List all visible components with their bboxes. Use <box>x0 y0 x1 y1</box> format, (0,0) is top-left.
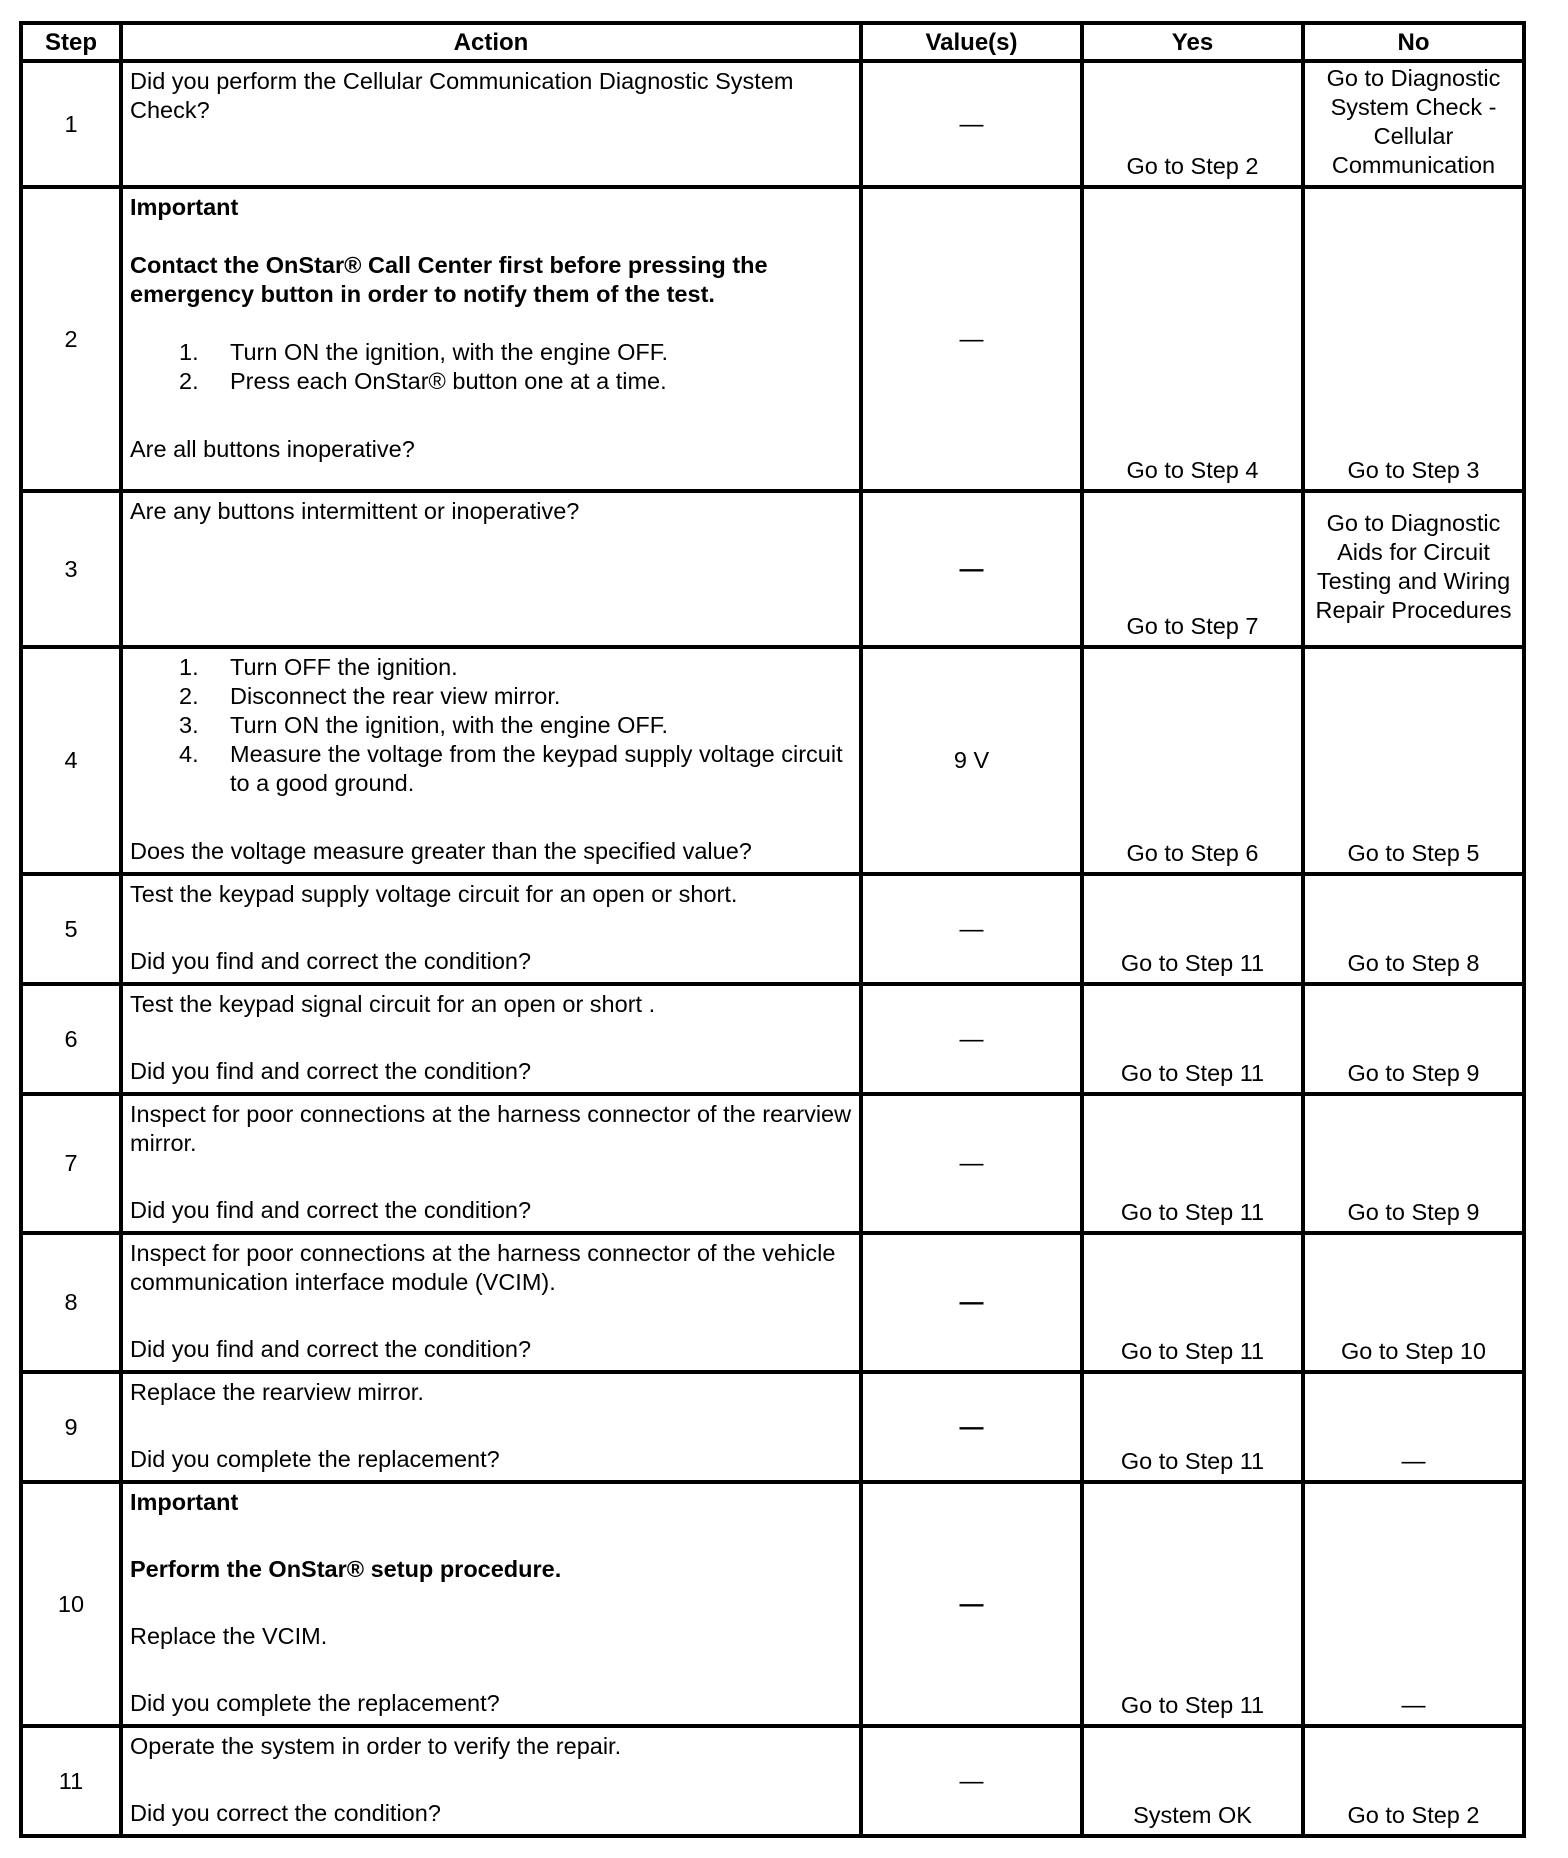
no-cell: Go to Step 5 <box>1303 647 1524 874</box>
action-cell <box>121 1094 861 1233</box>
value-cell <box>861 1094 1082 1233</box>
question-text: Are all buttons inoperative? <box>130 436 415 462</box>
header-step: Step <box>21 23 121 61</box>
yes-cell: Go to Step 11 <box>1082 1233 1303 1372</box>
header-action: Action <box>121 23 861 61</box>
value-text: — <box>959 1025 984 1053</box>
value-text: — <box>959 1590 984 1618</box>
value-cell <box>861 984 1082 1094</box>
important-label: Important <box>130 1489 239 1515</box>
action-text: Are any buttons intermittent or inoperative? <box>130 498 580 524</box>
no-cell: Go to Step 2 <box>1303 1726 1524 1836</box>
action-text: Inspect for poor connections at the harness connector of the vehicle communication interface module (VCIM). <box>130 1240 836 1295</box>
table-header-row <box>21 23 1524 61</box>
action-text: Replace the rearview mirror. <box>130 1379 424 1405</box>
value-cell <box>861 491 1082 647</box>
action-text: Test the keypad signal circuit for an open or short . <box>130 991 656 1017</box>
step-number: 2 <box>21 187 121 491</box>
no-cell <box>1303 1372 1524 1482</box>
table-row <box>21 647 1524 874</box>
yes-cell: System OK <box>1082 1726 1303 1836</box>
no-cell: Go to Step 9 <box>1303 984 1524 1094</box>
table-row <box>21 61 1524 187</box>
yes-cell: Go to Step 11 <box>1082 1482 1303 1726</box>
value-text: — <box>959 110 984 138</box>
no-cell: Go to Diagnostic System Check - Cellular Communication <box>1303 61 1524 187</box>
table-row <box>21 984 1524 1094</box>
no-cell: Go to Step 9 <box>1303 1094 1524 1233</box>
list-item: 4. Measure the voltage from the keypad supply voltage circuit to a good ground. <box>179 741 843 796</box>
yes-cell: Go to Step 11 <box>1082 1372 1303 1482</box>
table-row <box>21 874 1524 984</box>
yes-cell: Go to Step 11 <box>1082 1094 1303 1233</box>
value-cell <box>861 1233 1082 1372</box>
value-cell <box>861 1726 1082 1836</box>
value-cell <box>861 61 1082 187</box>
question-text: Did you complete the replacement? <box>130 1690 500 1716</box>
yes-cell: Go to Step 11 <box>1082 874 1303 984</box>
step-number: 3 <box>21 491 121 647</box>
yes-cell: Go to Step 6 <box>1082 647 1303 874</box>
question-text: Did you find and correct the condition? <box>130 948 532 974</box>
action-cell <box>121 984 861 1094</box>
question-text: Did you correct the condition? <box>130 1800 441 1826</box>
action-cell <box>121 491 861 647</box>
value-cell: 9 V <box>861 647 1082 874</box>
step-number: 10 <box>21 1482 121 1726</box>
yes-cell: Go to Step 4 <box>1082 187 1303 491</box>
no-cell <box>1303 1482 1524 1726</box>
question-text: Did you find and correct the condition? <box>130 1058 532 1084</box>
value-text: — <box>959 1413 984 1441</box>
step-number: 5 <box>21 874 121 984</box>
important-text: Contact the OnStar® Call Center first before pressing the emergency button in order to notify them of the test. <box>130 252 768 307</box>
table-row <box>21 1094 1524 1233</box>
header-values: Value(s) <box>861 23 1082 61</box>
action-cell <box>121 61 861 187</box>
value-text: — <box>959 915 984 943</box>
diagnostic-table <box>19 21 1526 1838</box>
value-text: — <box>959 555 984 583</box>
yes-cell: Go to Step 11 <box>1082 984 1303 1094</box>
value-cell <box>861 1482 1082 1726</box>
value-text: — <box>959 1289 984 1316</box>
action-text: Did you perform the Cellular Communication Diagnostic System Check? <box>130 68 794 123</box>
value-text: — <box>959 325 984 353</box>
value-cell <box>861 874 1082 984</box>
value-cell <box>861 1372 1082 1482</box>
list-item: 1. Turn ON the ignition, with the engine OFF. <box>179 339 669 365</box>
list-item: 2. Disconnect the rear view mirror. <box>179 683 561 709</box>
table-row <box>21 491 1524 647</box>
action-text: Replace the VCIM. <box>130 1623 328 1649</box>
action-cell <box>121 1726 861 1836</box>
step-number: 7 <box>21 1094 121 1233</box>
step-number: 4 <box>21 647 121 874</box>
no-cell: Go to Step 8 <box>1303 874 1524 984</box>
action-cell <box>121 874 861 984</box>
yes-cell: Go to Step 7 <box>1082 491 1303 647</box>
step-number: 11 <box>21 1726 121 1836</box>
no-cell: Go to Diagnostic Aids for Circuit Testing and Wiring Repair Procedures <box>1303 491 1524 647</box>
no-text: — <box>1401 1692 1426 1719</box>
step-number: 8 <box>21 1233 121 1372</box>
important-text: Perform the OnStar® setup procedure. <box>130 1556 562 1582</box>
action-cell <box>121 187 861 491</box>
table-row <box>21 1482 1524 1726</box>
step-number: 1 <box>21 61 121 187</box>
action-text: Operate the system in order to verify the repair. <box>130 1733 622 1759</box>
no-text: — <box>1401 1448 1426 1475</box>
value-cell <box>861 187 1082 491</box>
action-cell <box>121 1482 861 1726</box>
question-text: Does the voltage measure greater than the specified value? <box>130 838 752 864</box>
procedure-list <box>130 338 853 396</box>
action-cell <box>121 1233 861 1372</box>
procedure-list <box>130 653 853 798</box>
question-text: Did you find and correct the condition? <box>130 1197 532 1223</box>
list-item: 3. Turn ON the ignition, with the engine OFF. <box>179 712 669 738</box>
header-no: No <box>1303 23 1524 61</box>
step-number: 6 <box>21 984 121 1094</box>
table-row <box>21 1726 1524 1836</box>
header-yes: Yes <box>1082 23 1303 61</box>
important-label: Important <box>130 194 239 220</box>
value-text: — <box>959 1150 984 1177</box>
yes-cell: Go to Step 2 <box>1082 61 1303 187</box>
list-item: 1. Turn OFF the ignition. <box>179 654 458 680</box>
table-row <box>21 1372 1524 1482</box>
list-item: 2. Press each OnStar® button one at a time. <box>179 368 667 394</box>
question-text: Did you complete the replacement? <box>130 1446 500 1472</box>
no-cell: Go to Step 10 <box>1303 1233 1524 1372</box>
no-cell: Go to Step 3 <box>1303 187 1524 491</box>
table-row <box>21 187 1524 491</box>
step-number: 9 <box>21 1372 121 1482</box>
action-text: Test the keypad supply voltage circuit for an open or short. <box>130 881 738 907</box>
action-text: Inspect for poor connections at the harness connector of the rearview mirror. <box>130 1101 852 1156</box>
value-text: — <box>959 1767 984 1795</box>
action-cell <box>121 647 861 874</box>
action-cell <box>121 1372 861 1482</box>
table-row <box>21 1233 1524 1372</box>
question-text: Did you find and correct the condition? <box>130 1336 532 1362</box>
